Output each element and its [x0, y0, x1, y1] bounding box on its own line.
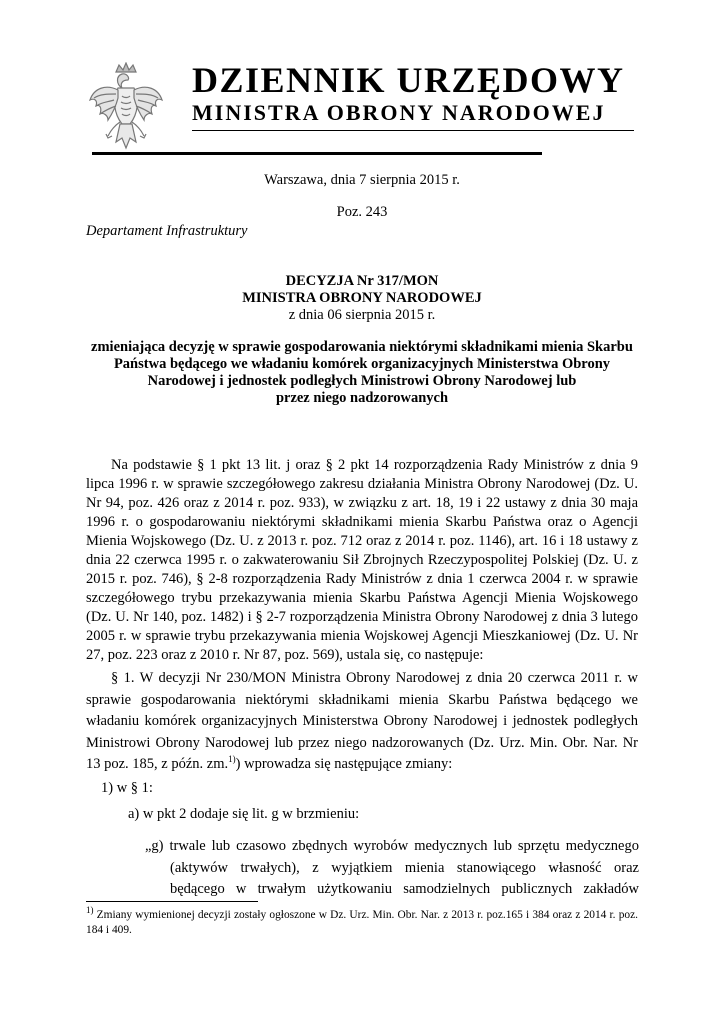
quote-line: będącego w trwałym użytkowaniu samodzielnych publicznych zakładów [170, 881, 639, 898]
journal-subtitle: MINISTRA OBRONY NARODOWEJ [192, 100, 606, 125]
decision-subject-line: zmieniająca decyzję w sprawie gospodarowania niektórymi składnikami mienia Skarbu [91, 339, 633, 355]
decision-subject-line: Państwa będącego we władaniu komórek organizacyjnych Ministerstwa Obrony [113, 356, 611, 372]
place-date: Warszawa, dnia 7 sierpnia 2015 r. [264, 172, 460, 188]
decision-issuer: MINISTRA OBRONY NARODOWEJ [242, 290, 482, 306]
quote-line: „g) trwale lub czasowo zbędnych wyrobów medycznych lub sprzętu medycznego [145, 838, 639, 854]
decision-subject-line: Narodowej i jednostek podległych Ministrowi Obrony Narodowej lub [147, 373, 577, 389]
section-1-tail: ) wprowadza się następujące zmiany: [235, 756, 453, 773]
preamble-text: Na podstawie § 1 pkt 13 lit. j oraz § 2 pkt 14 rozporządzenia Rady Ministrów z dnia 9 lipca 1996 r. w sprawie szczegółowego zakresu działania Ministra Obrony Narodowej (Dz. U. Nr 94, poz. 426 oraz z 2014 r. poz. 933), w związku z art. 18, 19 i 22 ustawy z dnia 30 maja 1996 r. o gospodarowaniu niektórymi składnikami mienia Skarbu Państwa oraz o Agencji Mienia Wojskowego (Dz. U. z 2013 r. poz. 712 oraz z 2014 r. poz. 1146), art. 16 i 18 ustawy z dnia 22 czerwca 1995 r. o zakwaterowaniu Sił Zbrojnych Rzeczypospolitej Polskiej (Dz. U. z 2015 r. poz. 746), § 2-8 rozporządzenia Rady Ministrów z dnia 1 czerwca 2004 r. w sprawie szczegółowego trybu przekazywania mienia Skarbu Państwa Agencji Mienia Wojskowego (Dz. U. Nr 140, poz. 1482) i § 2-7 rozporządzenia Ministra Obrony Narodowej z dnia 3 lutego 2005 r. w sprawie trybu przekazywania mienia Wojskowej Agencji Mieszkaniowej (Dz. U. Nr 27, poz. 223 oraz z 2010 r. Nr 87, poz. 569), ustala się, co następuje: [86, 457, 638, 663]
header-rule [192, 130, 634, 131]
polish-eagle-emblem-icon [86, 62, 166, 158]
footnote-separator [86, 901, 258, 902]
footnote [86, 905, 638, 938]
footnote-marker: 1) [86, 905, 94, 916]
header-divider [92, 152, 542, 155]
section-1-text: § 1. W decyzji Nr 230/MON Ministra Obrony Narodowej z dnia 20 czerwca 2011 r. w sprawie gospodarowania niektórymi składnikami mienia Skarbu Państwa będącego we władaniu komórek organizacyjnych Ministerstwa Obrony Narodowej i jednostek podległych Ministrowi Obrony Narodowej lub przez niego nadzorowanych (Dz. Urz. Min. Obr. Nar. Nr 13 poz. 185, z późn. zm. [86, 670, 638, 773]
department: Departament Infrastruktury [86, 223, 248, 239]
position-number: Poz. 243 [336, 204, 388, 220]
decision-title: DECYZJA Nr 317/MON [285, 273, 439, 289]
list-item-1: 1) w § 1: [101, 780, 153, 796]
footnote-text: Zmiany wymienionej decyzji zostały ogłoszone w Dz. Urz. Min. Obr. Nar. z 2013 r. poz.165 i 384 oraz z 2014 r. poz. 184 i 409. [86, 909, 638, 937]
section-1-paragraph [86, 668, 638, 776]
decision-subject-line: przez niego nadzorowanych [275, 390, 449, 406]
quoted-amendment [145, 836, 639, 901]
preamble-paragraph [86, 456, 638, 665]
list-item-a: a) w pkt 2 dodaje się lit. g w brzmieniu: [128, 806, 360, 822]
decision-date: z dnia 06 sierpnia 2015 r. [288, 307, 436, 323]
footnote-reference: 1) [228, 754, 236, 765]
quote-line: (aktywów trwałych), z wyjątkiem mienia stanowiącego własność oraz [170, 859, 639, 876]
journal-title: DZIENNIK URZĘDOWY [192, 60, 625, 100]
